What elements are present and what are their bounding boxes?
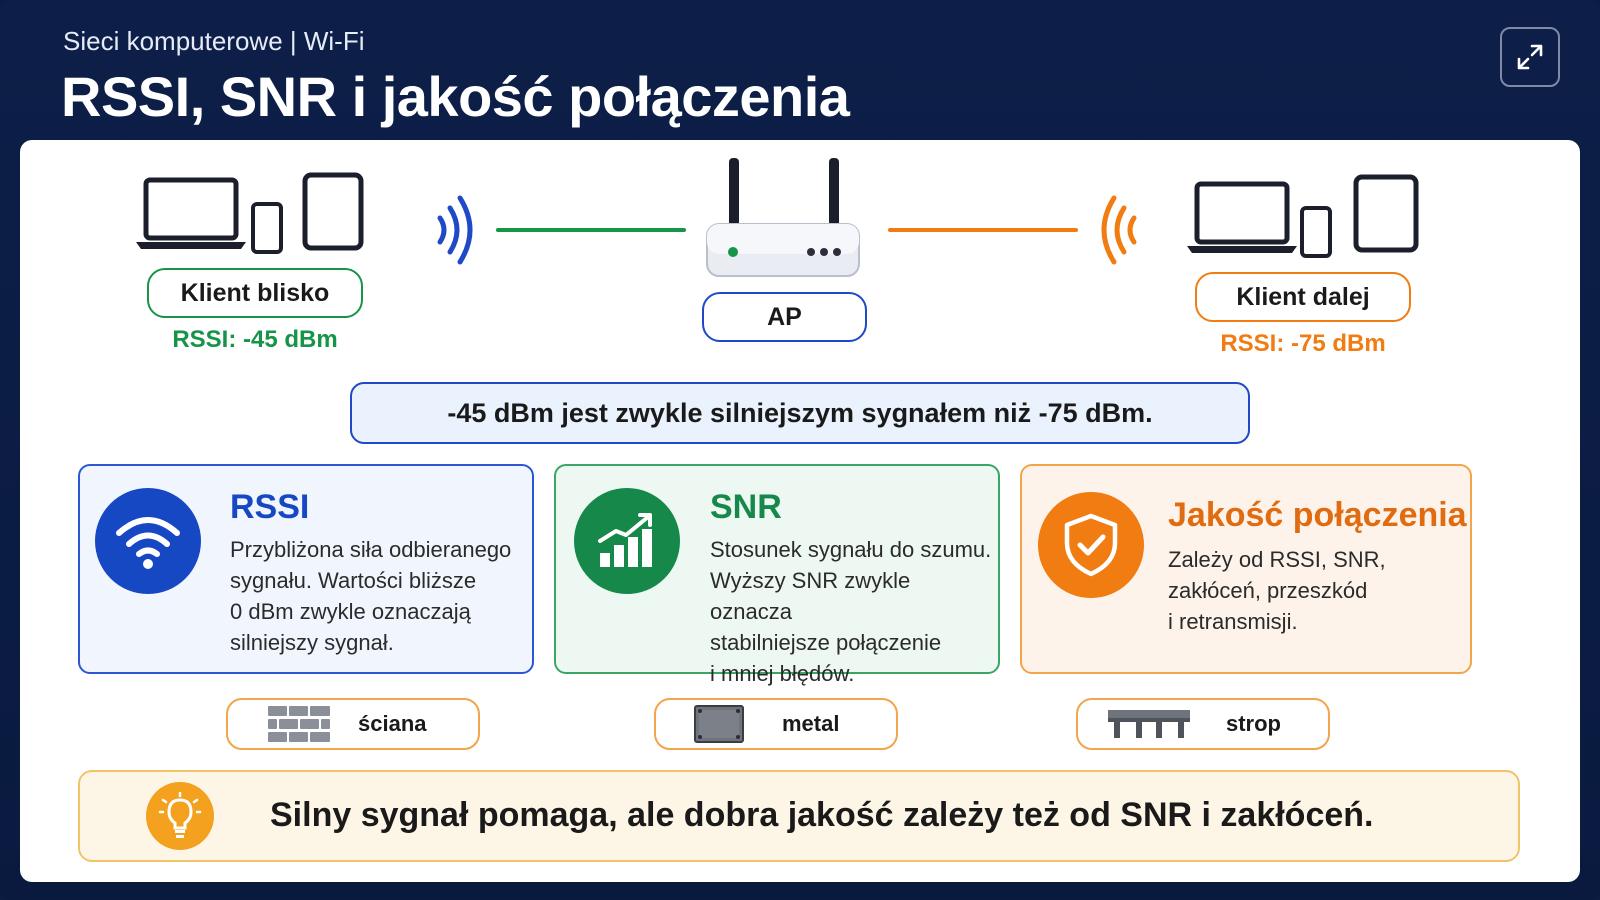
comparison-callout: -45 dBm jest zwykle silniejszym sygnałem niż -75 dBm. <box>350 382 1250 444</box>
access-point-label: AP <box>702 292 867 342</box>
rssi-card <box>78 464 534 674</box>
client-far-rssi: RSSI: -75 dBm <box>1220 330 1386 357</box>
snr-card <box>554 464 1000 686</box>
rssi-card-title: RSSI <box>230 488 310 526</box>
snr-card-title: SNR <box>710 488 782 526</box>
wifi-icon <box>95 488 201 594</box>
key-takeaway-text: Silny sygnał pomaga, ale dobra jakość zależy też od SNR i zakłóceń. <box>270 796 1374 834</box>
router-icon <box>703 156 863 286</box>
quality-card-text: Zależy od RSSI, SNR, zakłóceń, przeszkód i retransmisji. <box>1168 547 1386 634</box>
ceiling-icon <box>1108 708 1190 740</box>
brick-wall-icon <box>268 706 330 742</box>
rssi-card-text: Przybliżona siła odbieranego sygnału. Wartości bliższe 0 dBm zwykle oznaczają silniejszy sygnał. <box>230 537 512 655</box>
snr-card-text: Stosunek sygnału do szumu. Wyższy SNR zwykle oznacza stabilniejsze połączenie i mniej błędów. <box>710 537 992 686</box>
obstacle-metal <box>654 698 898 750</box>
lightbulb-icon <box>146 782 214 850</box>
obstacle-ceiling <box>1076 698 1330 750</box>
quality-card-title: Jakość połączenia <box>1168 496 1467 534</box>
slide-title: RSSI, SNR i jakość połączenia <box>61 65 850 128</box>
slide-subtitle: Sieci komputerowe | Wi-Fi <box>63 26 365 56</box>
quality-card <box>1020 464 1472 674</box>
obstacle-wall <box>226 698 480 750</box>
signal-line-orange <box>888 228 1078 232</box>
fullscreen-button[interactable] <box>1500 27 1560 87</box>
obstacle-metal-label: metal <box>782 711 840 736</box>
chart-up-icon <box>574 488 680 594</box>
far-client-devices-icon <box>1186 172 1422 258</box>
signal-waves-orange-icon <box>1092 192 1142 268</box>
obstacle-wall-label: ściana <box>358 711 427 736</box>
expand-icon <box>1515 42 1545 72</box>
obstacle-ceiling-label: strop <box>1226 711 1281 736</box>
near-client-devices-icon <box>135 170 367 256</box>
key-takeaway-banner <box>78 770 1520 862</box>
client-far-label: Klient dalej <box>1195 272 1411 322</box>
signal-waves-blue-icon <box>432 192 482 268</box>
metal-plate-icon <box>694 705 744 743</box>
client-near-rssi: RSSI: -45 dBm <box>172 326 338 353</box>
client-near-label: Klient blisko <box>147 268 363 318</box>
shield-check-icon <box>1038 492 1144 598</box>
content-panel <box>20 140 1580 882</box>
signal-line-green <box>496 228 686 232</box>
